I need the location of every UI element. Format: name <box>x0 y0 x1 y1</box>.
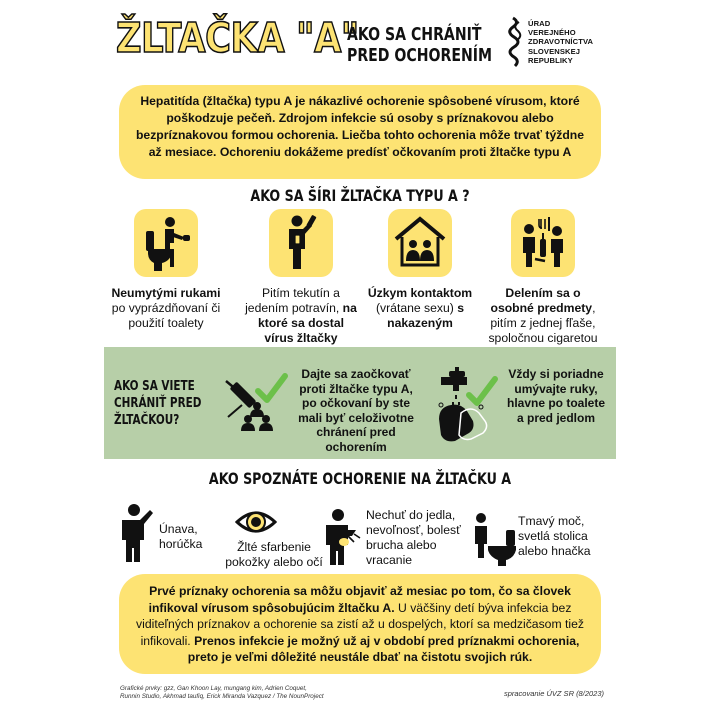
logo-text <box>528 19 593 65</box>
uvz-emblem-icon <box>506 16 526 72</box>
protect-heading-line: CHRÁNIŤ PRED <box>114 395 202 411</box>
caption-bold: na ktoré sa dostal vírus žltačky <box>257 301 357 345</box>
outro-text <box>119 574 601 674</box>
symptom-text: Nechuť do jedla, nevoľnosť, bolesť brucha alebo vracanie <box>366 508 461 567</box>
eye-icon <box>235 508 277 536</box>
logo-line: ZDRAVOTNÍCTVA <box>528 37 594 47</box>
caption-text: po vyprázdňovaní či použití toalety <box>111 301 221 330</box>
subtitle-line: AKO SA CHRÁNIŤ <box>347 24 482 45</box>
spread-heading: AKO SA ŠÍRI ŽLTAČKA TYPU A ? <box>250 186 470 205</box>
logo-line: SLOVENSKEJ <box>528 46 581 56</box>
spread-item <box>110 209 222 331</box>
logo-line: VEREJNÉHO <box>528 28 576 38</box>
page-subtitle <box>347 24 493 66</box>
credits <box>120 685 324 701</box>
drinking-person-icon <box>269 209 333 277</box>
made-by: spracovanie ÚVZ SR (8/2023) <box>503 689 604 698</box>
caption-text: (vrátane sexu) <box>375 301 458 315</box>
vaccine-text: Dajte sa zaočkovať proti žltačke typu A, po očkovaní by ste mali byť celoživotne chránení pred ochorením <box>298 367 414 454</box>
family-house-icon <box>388 209 452 277</box>
toilet-person-icon <box>134 209 198 277</box>
symptom-text: Žlté sfarbenie pokožky alebo očí <box>225 540 323 569</box>
logo-line: ÚRAD <box>528 19 551 28</box>
spread-caption <box>245 286 357 346</box>
page-title: ŽLTAČKA "A" <box>116 14 359 62</box>
protect-heading-line: AKO SA VIETE <box>114 378 195 394</box>
caption-bold: Úzkym kontaktom <box>367 286 473 300</box>
protect-section <box>104 347 616 459</box>
protect-heading-line: ŽLTAČKOU? <box>114 412 180 428</box>
tired-person-icon <box>118 502 154 564</box>
spread-item <box>364 209 476 331</box>
logo-line: REPUBLIKY <box>528 55 573 65</box>
handwash-text: Vždy si poriadne umývajte ruky, hlavne po toalete a pred jedlom <box>506 367 606 425</box>
syringe-people-icon <box>220 371 290 441</box>
credits-line: Grafické prvky: gzz, Gan Khoon Lay, mungang kim, Adrien Coquet, <box>120 685 307 692</box>
intro-text: Hepatitída (žltačka) typu A je nákazlivé ochorenie spôsobené vírusom, ktoré poškodzuje pečeň. Zdrojom infekcie sú osoby s príznakovou alebo bezpríznakovou formou ochorenia. Liečba tohto ochorenia môže trvať týždne až mesiace. Ochoreniu dokážeme predísť očkovaním proti žltačke typu A <box>119 85 601 179</box>
caption-bold: s nakazeným <box>387 301 465 330</box>
spread-tile <box>511 209 575 277</box>
protect-heading <box>114 378 201 429</box>
symptom-text: Únava, horúčka <box>159 522 203 551</box>
stomach-ache-icon <box>322 508 362 566</box>
toilet-icon <box>472 512 518 568</box>
shared-items-icon <box>511 209 575 277</box>
spread-tile <box>269 209 333 277</box>
caption-bold: Delením sa o osobné predmety <box>490 286 593 315</box>
subtitle-line: PRED OCHORENÍM <box>347 45 493 66</box>
outro-bold: Prvé príznaky ochorenia sa môžu objaviť až mesiac po tom, čo sa človek infikoval vírusom spôsobujúcim žltačku A. <box>148 584 571 615</box>
spread-item <box>245 209 357 346</box>
credits-line: Runnin Studio, Akhmad taufiq, Erick Miranda Vazquez / The NounProject <box>120 693 324 700</box>
caption-bold: Neumytými rukami <box>111 286 221 300</box>
spread-item <box>487 209 599 346</box>
spread-caption <box>364 286 476 331</box>
spread-tile <box>388 209 452 277</box>
caption-text: Pitím tekutín a jedením potravín, <box>245 286 343 315</box>
symptom-text: Tmavý moč, svetlá stolica alebo hnačka <box>518 514 591 558</box>
handwash-icon <box>431 367 501 447</box>
spread-tile <box>134 209 198 277</box>
spread-caption <box>487 286 599 346</box>
symptoms-heading: AKO SPOZNÁTE OCHORENIE NA ŽLTAČKU A <box>208 469 512 488</box>
poster <box>104 0 616 720</box>
caption-text: , pitím z jednej fľaše, spoločnou cigaretou <box>488 301 598 345</box>
spread-caption <box>110 286 222 331</box>
uvz-logo <box>506 16 616 72</box>
outro-bold: Prenos infekcie je možný už aj v období pred príznakmi ochorenia, preto je veľmi dôležité neustále dbať na čistotu svojich rúk. <box>187 633 580 665</box>
outro-plain: U väčšiny detí býva infekcia bez viditeľných príznakov a ochorenie sa zistí až u dospelých, ktorí sa medzičasom tiež infikovali. <box>136 600 584 648</box>
